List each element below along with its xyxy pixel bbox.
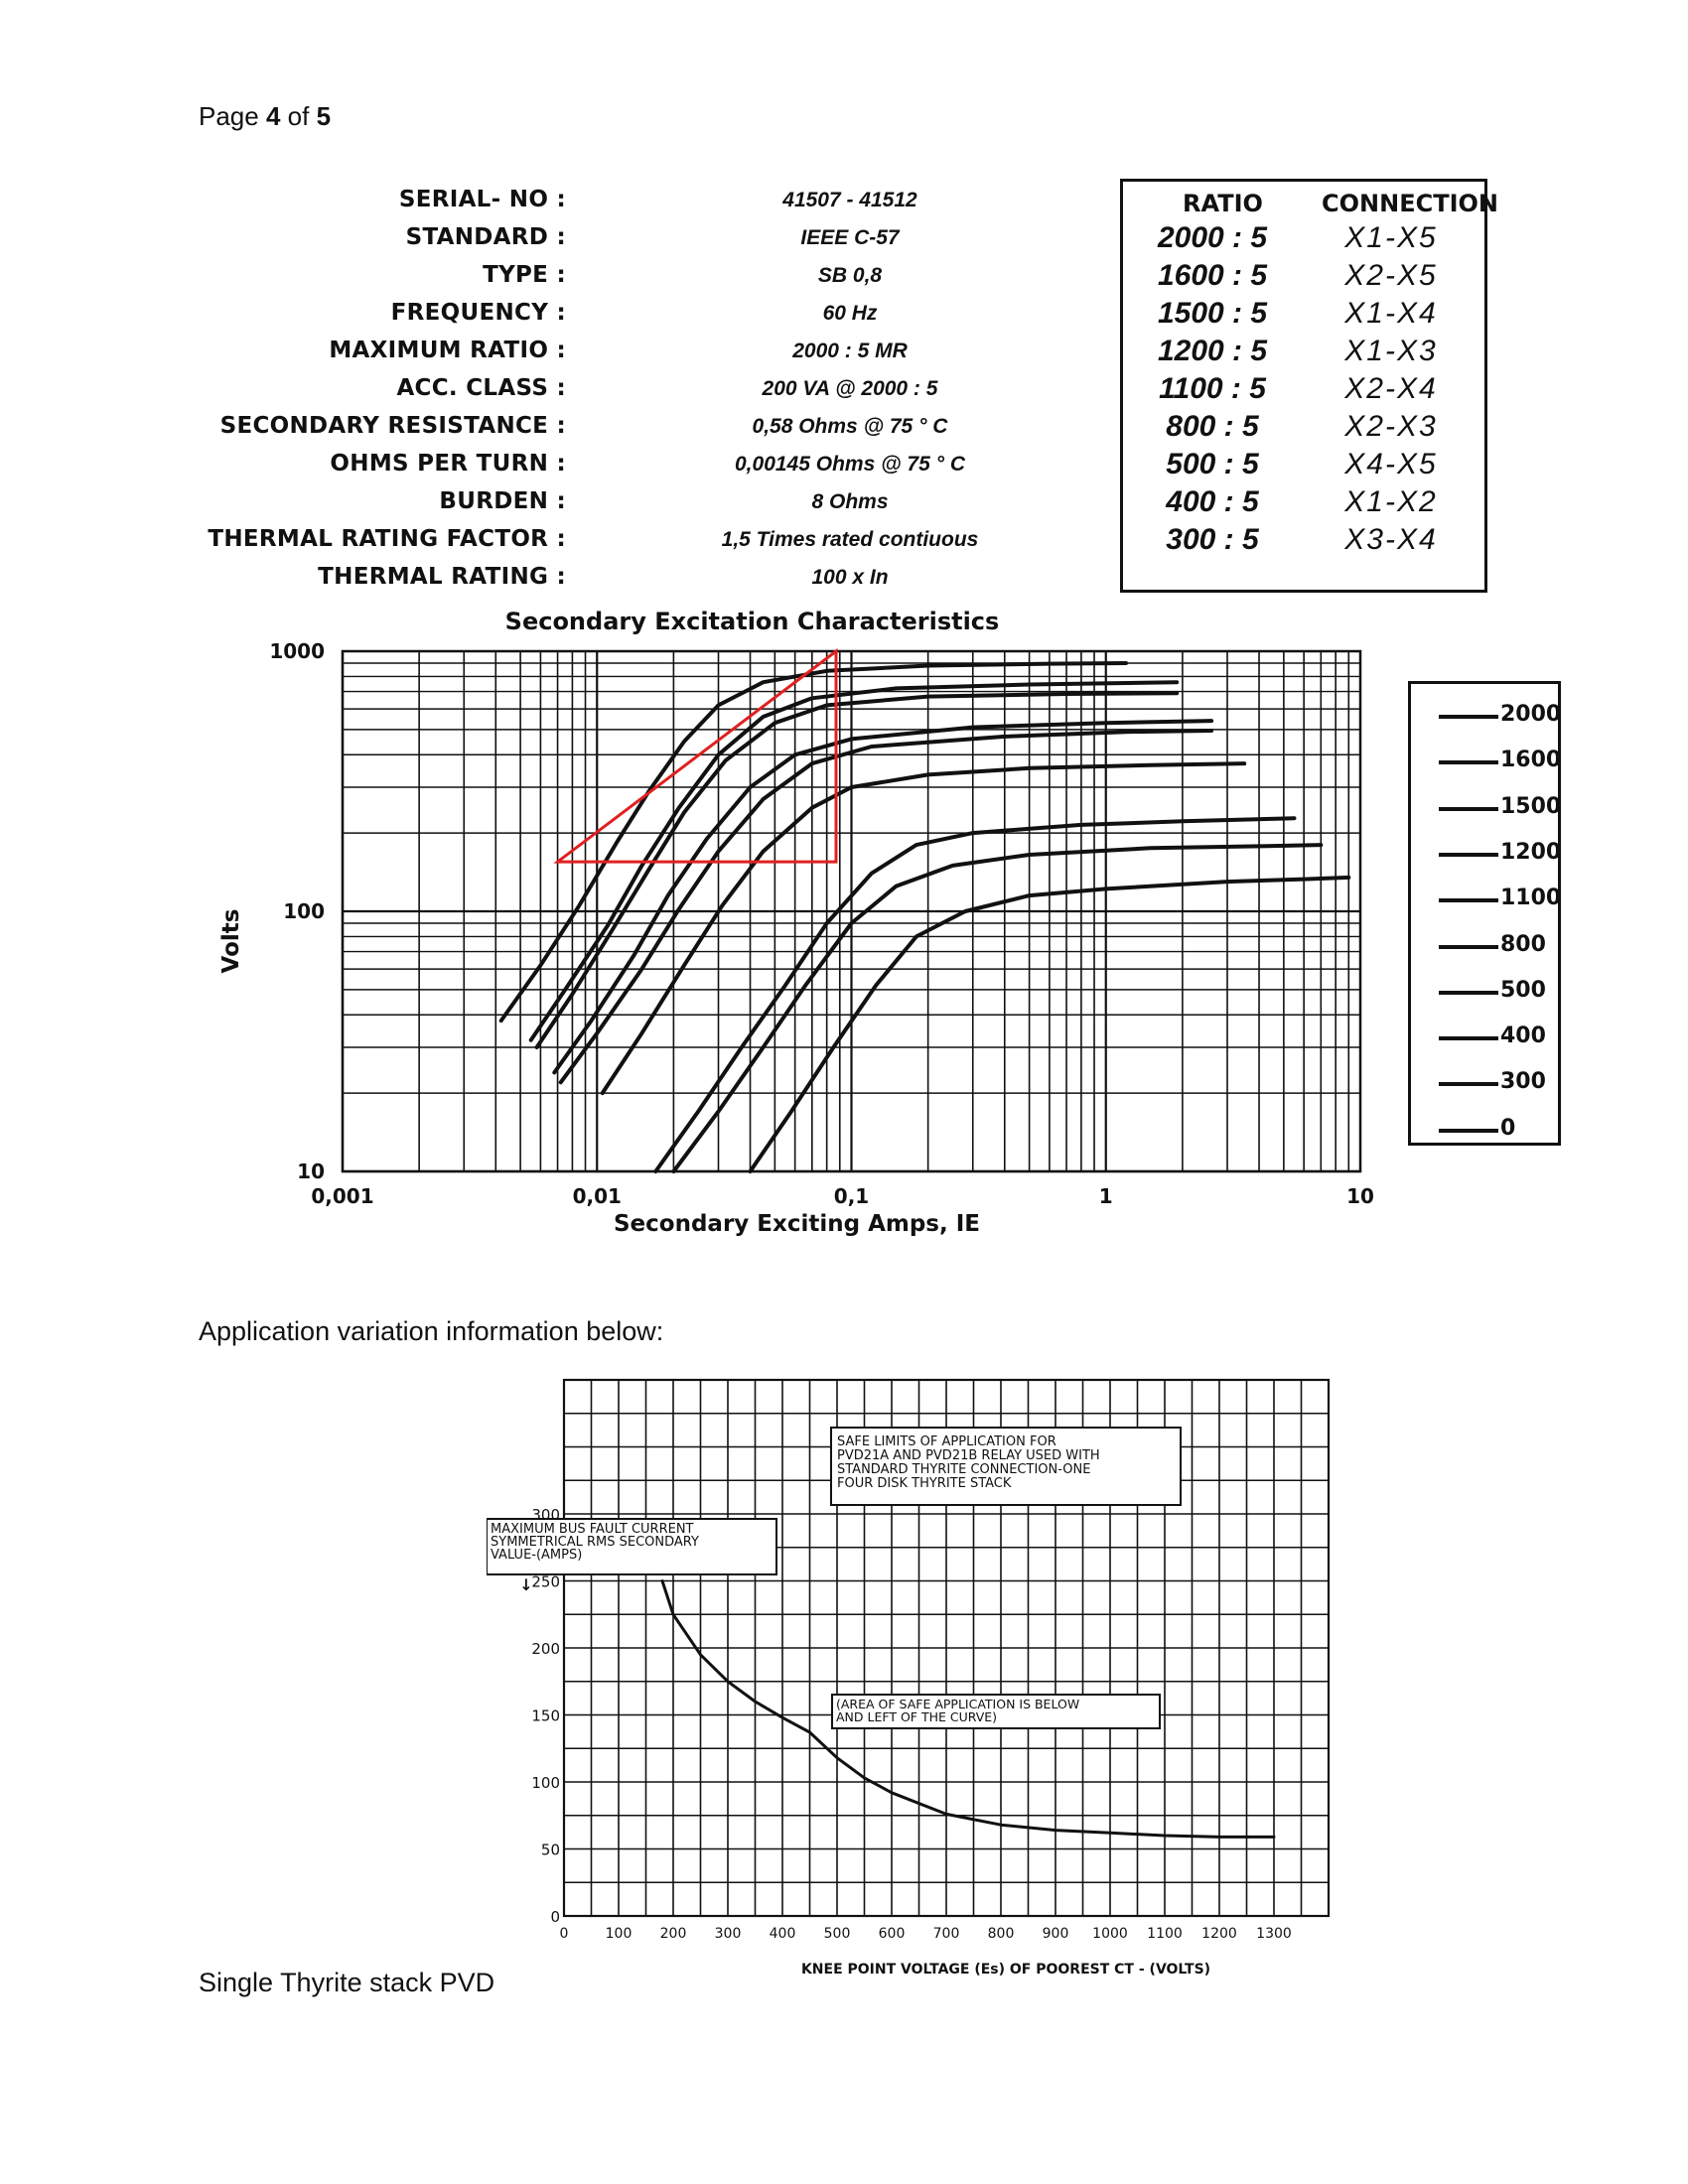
connection-cell: X4-X5 <box>1344 448 1438 480</box>
y-tick-label: 100 <box>283 899 325 923</box>
spec-value: IEEE C-57 <box>800 226 900 249</box>
spec-label: THERMAL RATING FACTOR : <box>208 526 566 552</box>
legend-swatch <box>1439 1036 1498 1040</box>
chart-title: Secondary Excitation Characteristics <box>504 608 1000 635</box>
x-tick-label: 100 <box>605 1926 633 1942</box>
connection-header: CONNECTION <box>1322 190 1498 217</box>
legend-swatch <box>1439 991 1498 995</box>
connection-cell: X2-X4 <box>1344 372 1438 405</box>
spec-value: SB 0,8 <box>817 264 883 287</box>
spec-label: STANDARD : <box>405 224 566 250</box>
legend-swatch <box>1439 807 1498 811</box>
spec-label: THERMAL RATING : <box>318 564 566 590</box>
legend-swatch <box>1439 1129 1498 1133</box>
legend-label: 0 <box>1500 1115 1516 1141</box>
legend-label: 1500 <box>1500 793 1562 819</box>
application-paragraph: Application variation information below: <box>199 1316 664 1346</box>
legend-entry <box>1411 978 1560 1008</box>
legend-label: 500 <box>1500 977 1546 1003</box>
legend-swatch <box>1439 760 1498 764</box>
excitation-legend <box>1408 681 1561 1146</box>
legend-entry <box>1411 840 1560 870</box>
connection-cell: X2-X3 <box>1344 410 1438 443</box>
legend-label: 400 <box>1500 1024 1546 1049</box>
ratio-cell: 1100 : 5 <box>1159 372 1266 405</box>
x-tick-label: 600 <box>878 1926 906 1942</box>
spec-value: 60 Hz <box>822 302 878 325</box>
y-axis-label-line: VALUE-(AMPS) <box>491 1548 583 1563</box>
legend-entry <box>1411 794 1560 824</box>
x-tick-label: 1000 <box>1092 1926 1128 1942</box>
legend-label: 1200 <box>1500 839 1562 865</box>
thyrite-chart <box>487 1370 1360 1985</box>
connection-cell: X1-X4 <box>1344 297 1438 330</box>
y-tick-label: 150 <box>531 1706 560 1725</box>
connection-cell: X1-X3 <box>1344 335 1438 367</box>
ratio-header: RATIO <box>1183 190 1263 217</box>
spec-value: 100 x In <box>811 566 889 589</box>
legend-entry <box>1411 886 1560 915</box>
y-tick-label: 10 <box>297 1160 325 1183</box>
spec-value: 200 VA @ 2000 : 5 <box>762 377 938 400</box>
spec-value: 1,5 Times rated contiuous <box>721 528 979 551</box>
legend-label: 300 <box>1500 1069 1546 1095</box>
note-area-line: AND LEFT OF THE CURVE) <box>836 1709 998 1724</box>
x-tick-label: 1300 <box>1256 1926 1292 1942</box>
ratio-cell: 800 : 5 <box>1166 410 1259 443</box>
ratio-cell: 300 : 5 <box>1166 523 1259 556</box>
legend-label: 1600 <box>1500 748 1562 773</box>
legend-swatch <box>1439 1082 1498 1086</box>
spec-label: OHMS PER TURN : <box>330 451 566 477</box>
y-tick-label: 250 <box>531 1572 560 1591</box>
note-top-line: FOUR DISK THYRITE STACK <box>837 1476 1012 1491</box>
x-tick-label: 300 <box>714 1926 742 1942</box>
connection-cell: X1-X2 <box>1344 485 1438 518</box>
spec-value: 8 Ohms <box>811 490 889 513</box>
y-axis-arrow: ↓ <box>519 1575 533 1594</box>
legend-label: 2000 <box>1500 702 1562 727</box>
legend-entry <box>1411 1024 1560 1053</box>
legend-label: 1100 <box>1500 886 1562 911</box>
series-line-2000 <box>501 663 1126 1021</box>
spec-label: SECONDARY RESISTANCE : <box>219 413 566 439</box>
x-tick-label: 1 <box>1098 1184 1113 1208</box>
spec-label: SERIAL- NO : <box>398 187 566 212</box>
ratio-connection-table <box>1120 179 1498 593</box>
legend-entry <box>1411 1069 1560 1099</box>
x-tick-label: 0 <box>559 1926 569 1942</box>
y-tick-label: 0 <box>550 1908 560 1926</box>
x-tick-label: 10 <box>1346 1184 1374 1208</box>
ratio-cell: 1200 : 5 <box>1157 335 1268 367</box>
x-tick-label: 800 <box>987 1926 1015 1942</box>
spec-value: 41507 - 41512 <box>782 189 917 211</box>
legend-label: 800 <box>1500 931 1546 957</box>
legend-swatch <box>1439 945 1498 949</box>
spec-label: BURDEN : <box>439 488 566 514</box>
caption-text: Single Thyrite stack PVD <box>199 1968 495 1997</box>
note-top-line: SAFE LIMITS OF APPLICATION FOR <box>837 1434 1056 1449</box>
ratio-cell: 1600 : 5 <box>1157 259 1268 292</box>
x-axis-label: KNEE POINT VOLTAGE (Es) OF POOREST CT - (VOLTS) <box>800 1962 1211 1978</box>
x-tick-label: 400 <box>769 1926 796 1942</box>
legend-swatch <box>1439 898 1498 902</box>
spec-label: TYPE : <box>483 262 566 288</box>
x-tick-label: 0,01 <box>572 1184 622 1208</box>
ratio-cell: 500 : 5 <box>1166 448 1259 480</box>
note-top-line: PVD21A AND PVD21B RELAY USED WITH <box>837 1448 1100 1463</box>
spec-value: 2000 : 5 MR <box>792 340 908 362</box>
spec-label: FREQUENCY : <box>390 300 566 326</box>
ratio-cell: 2000 : 5 <box>1157 221 1268 254</box>
legend-entry <box>1411 748 1560 777</box>
y-tick-label: 200 <box>531 1640 560 1658</box>
x-tick-label: 1100 <box>1147 1926 1183 1942</box>
page-number: Page 4 of 5 <box>199 101 332 131</box>
excitation-chart <box>179 596 1430 1251</box>
y-tick-label: 300 <box>531 1506 560 1524</box>
note-top-line: STANDARD THYRITE CONNECTION-ONE <box>837 1462 1091 1477</box>
series-line-500 <box>655 818 1294 1171</box>
spec-label: ACC. CLASS : <box>396 375 566 401</box>
spec-value: 0,00145 Ohms @ 75 ° C <box>735 453 965 476</box>
legend-entry <box>1411 1116 1560 1146</box>
y-axis-label-line: MAXIMUM BUS FAULT CURRENT <box>491 1522 694 1537</box>
note-area-line: (AREA OF SAFE APPLICATION IS BELOW <box>836 1697 1080 1711</box>
y-tick-label: 1000 <box>269 639 325 663</box>
x-tick-label: 500 <box>823 1926 851 1942</box>
y-axis-label: Volts <box>218 908 244 974</box>
spec-value: 0,58 Ohms @ 75 ° C <box>752 415 948 438</box>
x-tick-label: 700 <box>932 1926 960 1942</box>
connection-cell: X3-X4 <box>1344 523 1438 556</box>
x-tick-label: 0,1 <box>833 1184 870 1208</box>
connection-cell: X1-X5 <box>1344 221 1438 254</box>
legend-swatch <box>1439 853 1498 857</box>
legend-swatch <box>1439 715 1498 719</box>
x-tick-label: 0,001 <box>311 1184 374 1208</box>
legend-entry <box>1411 932 1560 962</box>
connection-cell: X2-X5 <box>1344 259 1438 292</box>
x-axis-label: Secondary Exciting Amps, IE <box>613 1211 981 1237</box>
x-tick-label: 200 <box>659 1926 687 1942</box>
series-line-800 <box>603 763 1244 1093</box>
y-axis-label-line: SYMMETRICAL RMS SECONDARY <box>491 1535 699 1550</box>
x-tick-label: 900 <box>1042 1926 1069 1942</box>
x-tick-label: 1200 <box>1201 1926 1237 1942</box>
legend-entry <box>1411 702 1560 732</box>
ratio-cell: 1500 : 5 <box>1157 297 1268 330</box>
y-tick-label: 50 <box>540 1841 560 1859</box>
y-tick-label: 100 <box>531 1774 560 1792</box>
ratio-cell: 400 : 5 <box>1166 485 1259 518</box>
spec-label: MAXIMUM RATIO : <box>329 338 566 363</box>
